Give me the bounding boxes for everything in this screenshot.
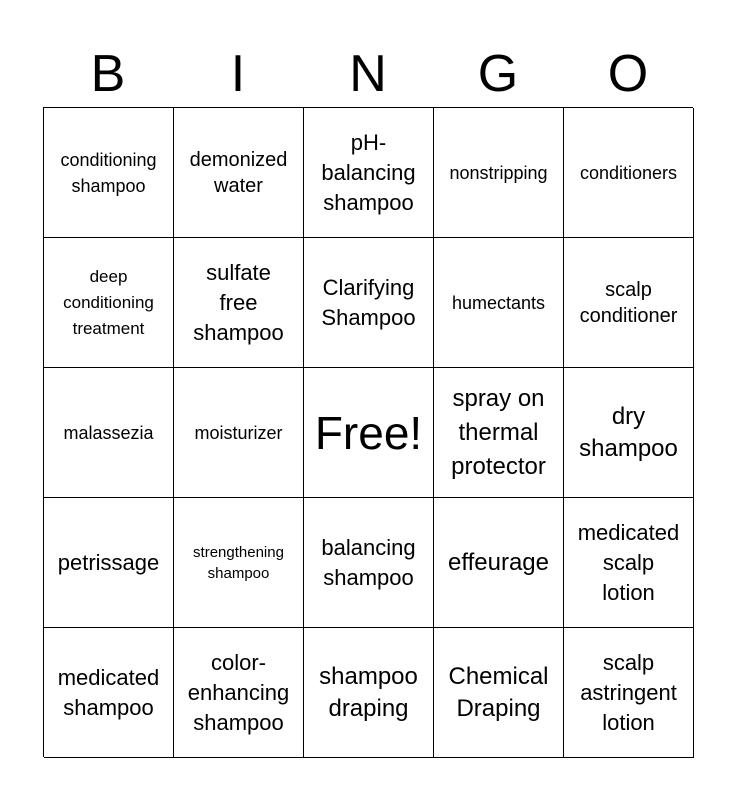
header-letter-i: I: [230, 45, 246, 103]
cell-text: spray on thermal protector: [451, 384, 546, 480]
cell-text: nonstripping: [449, 162, 548, 183]
cell-text: effeurage: [448, 548, 549, 576]
bingo-cell-r4c1[interactable]: [44, 498, 174, 628]
bingo-cell-r5c2[interactable]: [174, 628, 304, 758]
bingo-cell-r5c5[interactable]: [564, 628, 694, 758]
bingo-card-grid: [43, 107, 693, 757]
bingo-cell-r2c4[interactable]: [434, 238, 564, 368]
free-space-text: Free!: [314, 406, 423, 459]
bingo-cell-r4c4[interactable]: [434, 498, 564, 628]
bingo-cell-r2c1[interactable]: [44, 238, 174, 368]
cell-text: shampoo draping: [319, 662, 418, 722]
bingo-cell-r1c5[interactable]: [564, 108, 694, 238]
header-letter-b: B: [90, 45, 126, 103]
cell-text: conditioners: [579, 162, 678, 183]
header-letter-g: G: [477, 45, 519, 103]
cell-text: conditioning shampoo: [60, 149, 157, 196]
bingo-header: [43, 42, 693, 106]
cell-text: dry shampoo: [579, 402, 678, 462]
bingo-cell-r1c3[interactable]: [304, 108, 434, 238]
bingo-cell-r4c3[interactable]: [304, 498, 434, 628]
cell-text: Chemical Draping: [448, 662, 549, 722]
bingo-cell-r3c5[interactable]: [564, 368, 694, 498]
bingo-cell-r5c3[interactable]: [304, 628, 434, 758]
cell-text: deep conditioning treatment: [63, 266, 154, 338]
cell-text: balancing shampoo: [321, 534, 416, 590]
cell-text: sulfate free shampoo: [193, 259, 284, 345]
bingo-cell-r4c5[interactable]: [564, 498, 694, 628]
bingo-cell-r3c3-free[interactable]: [304, 368, 434, 498]
cell-text: malassezia: [63, 422, 154, 443]
cell-text: color-enhancing shampoo: [187, 649, 290, 735]
bingo-cell-r2c3[interactable]: [304, 238, 434, 368]
cell-text: humectants: [451, 292, 546, 313]
bingo-cell-r1c1[interactable]: [44, 108, 174, 238]
cell-text: moisturizer: [194, 422, 283, 443]
cell-text: strengthening shampoo: [193, 543, 284, 582]
cell-text: scalp conditioner: [579, 278, 678, 327]
header-letter-o: O: [607, 45, 649, 103]
cell-text: pH-balancing shampoo: [321, 129, 416, 215]
bingo-cell-r1c4[interactable]: [434, 108, 564, 238]
bingo-cell-r3c4[interactable]: [434, 368, 564, 498]
bingo-cell-r5c1[interactable]: [44, 628, 174, 758]
bingo-cell-r5c4[interactable]: [434, 628, 564, 758]
cell-text: Clarifying Shampoo: [321, 274, 416, 330]
cell-text: scalp astringent lotion: [580, 649, 677, 735]
cell-text: medicated shampoo: [57, 664, 160, 720]
cell-text: medicated scalp lotion: [577, 519, 680, 605]
cell-text: demonized water: [189, 148, 288, 197]
bingo-cell-r2c5[interactable]: [564, 238, 694, 368]
bingo-cell-r3c2[interactable]: [174, 368, 304, 498]
bingo-cell-r1c2[interactable]: [174, 108, 304, 238]
cell-text: petrissage: [57, 549, 160, 575]
header-letter-n: N: [349, 45, 387, 103]
bingo-cell-r2c2[interactable]: [174, 238, 304, 368]
bingo-cell-r4c2[interactable]: [174, 498, 304, 628]
bingo-cell-r3c1[interactable]: [44, 368, 174, 498]
